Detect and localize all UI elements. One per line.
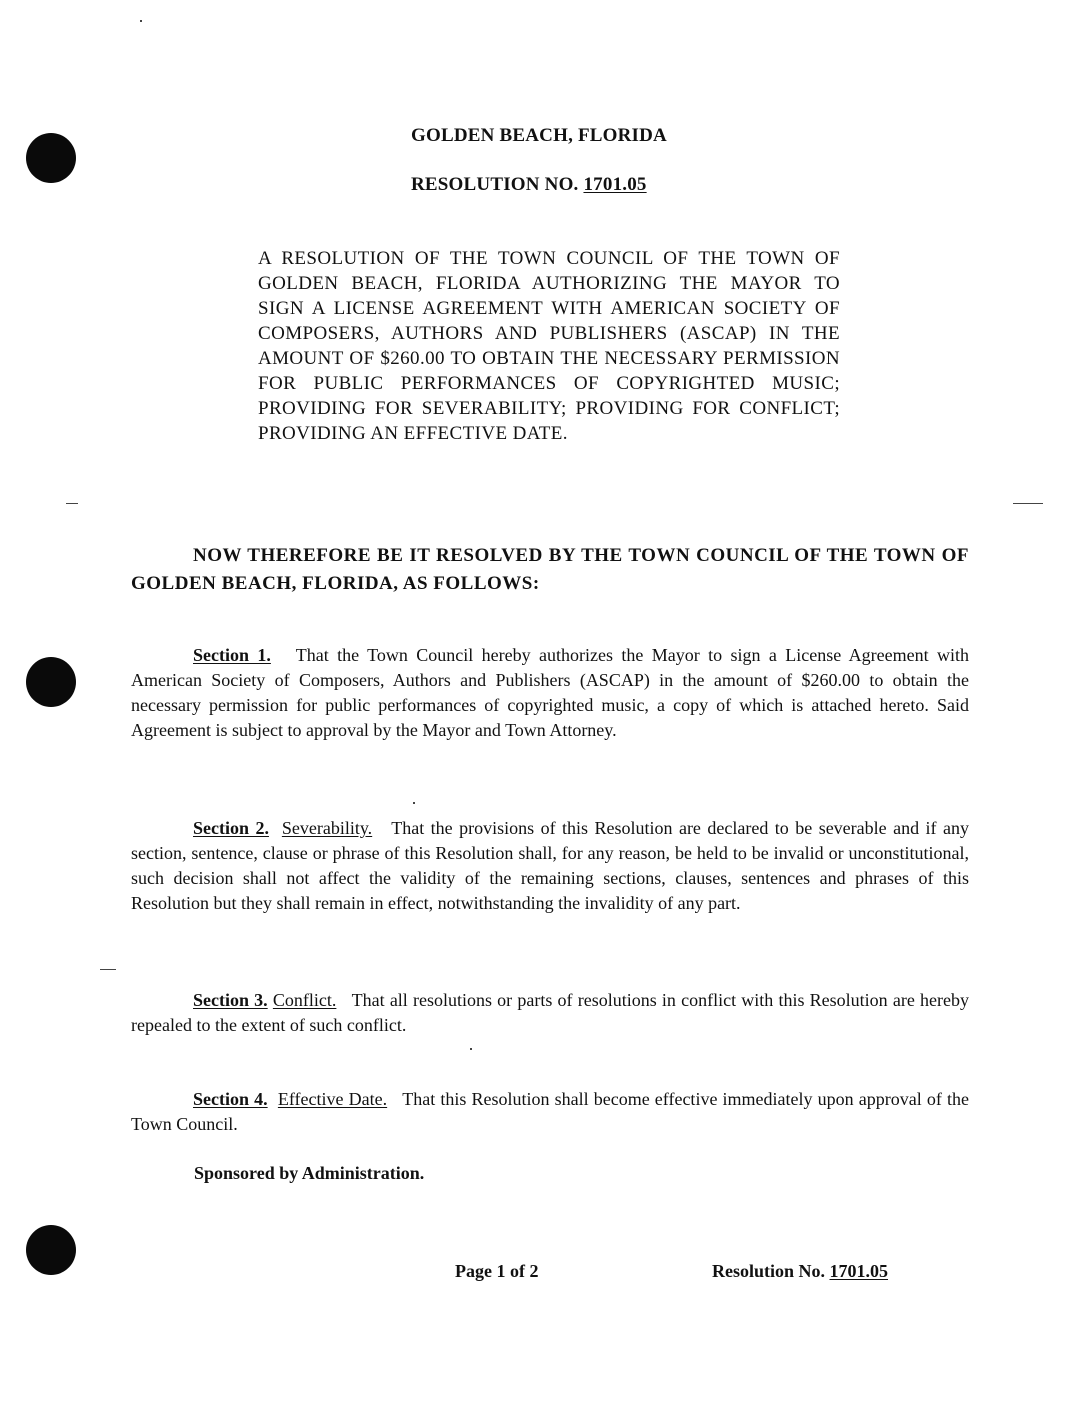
section-label: Section 4. [193,1089,268,1109]
section-2 [131,816,969,916]
footer-resolution [712,1261,888,1282]
section-1 [131,643,969,743]
scan-speck [470,1048,472,1050]
section-title: Effective Date. [277,1089,388,1109]
punch-hole [26,657,76,707]
section-3 [131,988,969,1038]
resolution-label: RESOLUTION NO. [411,174,579,195]
section-label: Section 1. [193,645,271,665]
resolution-number: 1701.05 [583,174,647,195]
resolved-clause: NOW THEREFORE BE IT RESOLVED BY THE TOWN COUNCIL OF THE TOWN OF GOLDEN BEACH, FLORIDA, AS FOLLOWS: [131,545,969,594]
footer-resolution-number: 1701.05 [829,1261,889,1281]
footer-resolution-label: Resolution No. [712,1261,826,1281]
section-text: That this Resolution shall become effective immediately upon approval of the Town Council. [131,1089,970,1134]
section-text: That the Town Council hereby authorizes the Mayor to sign a License Agreement with American Society of Composers, Authors and Publishers (ASCAP) in the amount of $260.00 to obtain the necessary permission for public performances of copyrighted music, a copy of which is attached hereto. Said Agreement is subject to approval by the Mayor and Town Attorney. [131,645,969,740]
section-text: That the provisions of this Resolution are declared to be severable and if any section, sentence, clause or phrase of this Resolution shall, for any reason, be held to be invalid or unconstitutional, such decision shall not affect the validity of the remaining sections, clauses, sentences and phrases of this Resolution but they shall remain in effect, notwithstanding the invalidity of any part. [131,818,969,913]
section-title: Conflict. [272,990,337,1010]
scan-speck [100,969,116,970]
scan-speck [140,20,142,22]
sponsor-line: Sponsored by Administration. [194,1163,425,1183]
punch-hole [26,133,76,183]
scan-speck [1013,503,1043,504]
scan-speck [413,802,415,804]
section-text: That all resolutions or parts of resolutions in conflict with this Resolution are hereby repealed to the extent of such conflict. [131,990,969,1035]
page-number: Page 1 of 2 [455,1261,539,1281]
section-label: Section 3. [193,990,268,1010]
resolution-abstract: A RESOLUTION OF THE TOWN COUNCIL OF THE TOWN OF GOLDEN BEACH, FLORIDA AUTHORIZING THE MAYOR TO SIGN A LICENSE AGREEMENT WITH AMERICAN SOCIETY OF COMPOSERS, AUTHORS AND PUBLISHERS (ASCAP) IN THE AMOUNT OF $260.00 TO OBTAIN THE NECESSARY PERMISSION FOR PUBLIC PERFORMANCES OF COPYRIGHTED MUSIC; PROVIDING FOR SEVERABILITY; PROVIDING FOR CONFLICT; PROVIDING AN EFFECTIVE DATE. [258,248,840,444]
punch-hole [26,1225,76,1275]
section-4 [131,1087,969,1137]
section-title: Severability. [281,818,373,838]
town-heading: GOLDEN BEACH, FLORIDA [411,125,667,146]
resolution-heading [411,174,647,196]
section-label: Section 2. [193,818,269,838]
scan-speck [66,503,78,504]
